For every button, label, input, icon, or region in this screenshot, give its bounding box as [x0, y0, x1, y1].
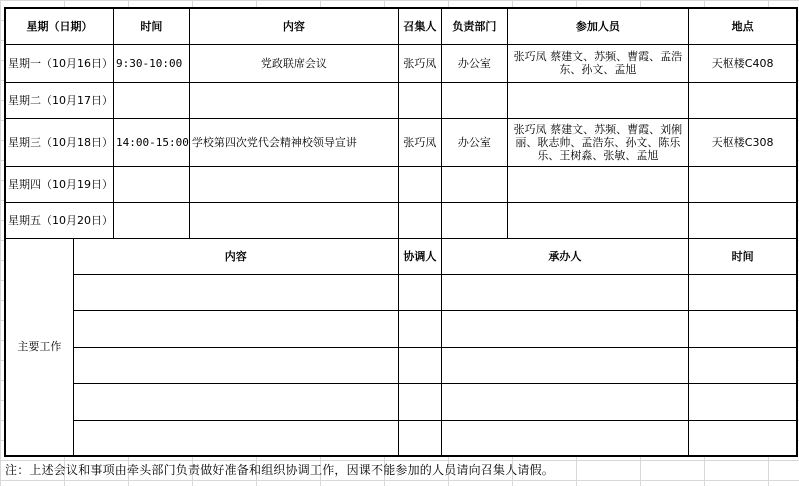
- main-work-row: [5, 310, 797, 347]
- main-work-handler-cell[interactable]: [441, 383, 688, 420]
- main-work-content-cell[interactable]: [73, 347, 398, 383]
- content-cell[interactable]: 学校第四次党代会精神校领导宣讲: [189, 118, 398, 166]
- main-work-content-cell[interactable]: [73, 310, 398, 347]
- footnote: 注：上述会议和事项由牵头部门负责做好准备和组织协调工作，因课不能参加的人员请向召集人请假。: [5, 463, 555, 477]
- weekly-schedule-table: [4, 7, 798, 457]
- main-work-time-cell[interactable]: [688, 347, 797, 383]
- main-work-header-row: [5, 238, 797, 274]
- header-dept: 负责部门: [441, 8, 507, 44]
- main-work-row: [5, 420, 797, 456]
- dept-cell[interactable]: 办公室: [441, 118, 507, 166]
- main-work-content-cell[interactable]: [73, 420, 398, 456]
- convener-cell[interactable]: [398, 202, 441, 238]
- header-time: 时间: [114, 8, 190, 44]
- schedule-row: [5, 82, 797, 118]
- main-work-handler-cell[interactable]: [441, 310, 688, 347]
- main-work-header-coordinator: 协调人: [398, 238, 441, 274]
- main-work-label: 主要工作: [5, 238, 73, 456]
- main-work-header-time: 时间: [688, 238, 797, 274]
- location-cell[interactable]: 天枢楼C408: [688, 44, 797, 82]
- dept-cell[interactable]: [441, 202, 507, 238]
- location-cell[interactable]: 天枢楼C308: [688, 118, 797, 166]
- header-content: 内容: [189, 8, 398, 44]
- time-cell[interactable]: 9:30-10:00: [114, 44, 190, 82]
- location-cell[interactable]: [688, 202, 797, 238]
- day-cell[interactable]: 星期三（10月18日）: [5, 118, 114, 166]
- content-cell[interactable]: [189, 82, 398, 118]
- day-cell[interactable]: 星期五（10月20日）: [5, 202, 114, 238]
- schedule-row: [5, 44, 797, 82]
- attendees-cell[interactable]: [507, 166, 688, 202]
- attendees-cell[interactable]: 张巧凤 蔡建文、苏频、曹霞、孟浩东、孙文、孟旭: [507, 44, 688, 82]
- attendees-cell[interactable]: 张巧凤 蔡建文、苏频、曹霞、刘俐丽、耿志帅、孟浩东、孙文、陈乐乐、王树淼、张敏、孟旭: [507, 118, 688, 166]
- day-cell[interactable]: 星期四（10月19日）: [5, 166, 114, 202]
- main-work-coordinator-cell[interactable]: [398, 310, 441, 347]
- main-work-handler-cell[interactable]: [441, 347, 688, 383]
- location-cell[interactable]: [688, 82, 797, 118]
- main-work-header-handler: 承办人: [441, 238, 688, 274]
- convener-cell[interactable]: [398, 166, 441, 202]
- main-work-row: [5, 347, 797, 383]
- attendees-cell[interactable]: [507, 82, 688, 118]
- main-work-row: [5, 274, 797, 310]
- dept-cell[interactable]: [441, 166, 507, 202]
- main-work-coordinator-cell[interactable]: [398, 420, 441, 456]
- main-work-time-cell[interactable]: [688, 383, 797, 420]
- time-cell[interactable]: [114, 82, 190, 118]
- header-day: 星期（日期）: [5, 8, 114, 44]
- main-work-coordinator-cell[interactable]: [398, 347, 441, 383]
- main-work-row: [5, 383, 797, 420]
- schedule-header-row: [5, 8, 797, 44]
- schedule-row: [5, 202, 797, 238]
- content-cell[interactable]: [189, 202, 398, 238]
- dept-cell[interactable]: [441, 82, 507, 118]
- main-work-handler-cell[interactable]: [441, 420, 688, 456]
- main-work-content-cell[interactable]: [73, 383, 398, 420]
- main-work-content-cell[interactable]: [73, 274, 398, 310]
- main-work-time-cell[interactable]: [688, 420, 797, 456]
- time-cell[interactable]: [114, 166, 190, 202]
- convener-cell[interactable]: 张巧凤: [398, 118, 441, 166]
- convener-cell[interactable]: 张巧凤: [398, 44, 441, 82]
- header-attendees: 参加人员: [507, 8, 688, 44]
- schedule-row: [5, 166, 797, 202]
- day-cell[interactable]: 星期一（10月16日）: [5, 44, 114, 82]
- time-cell[interactable]: [114, 202, 190, 238]
- main-work-coordinator-cell[interactable]: [398, 383, 441, 420]
- main-work-time-cell[interactable]: [688, 274, 797, 310]
- main-work-coordinator-cell[interactable]: [398, 274, 441, 310]
- time-cell[interactable]: 14:00-15:00: [114, 118, 190, 166]
- location-cell[interactable]: [688, 166, 797, 202]
- header-location: 地点: [688, 8, 797, 44]
- main-work-time-cell[interactable]: [688, 310, 797, 347]
- header-convener: 召集人: [398, 8, 441, 44]
- main-work-handler-cell[interactable]: [441, 274, 688, 310]
- attendees-cell[interactable]: [507, 202, 688, 238]
- content-cell[interactable]: 党政联席会议: [189, 44, 398, 82]
- main-work-header-content: 内容: [73, 238, 398, 274]
- day-cell[interactable]: 星期二（10月17日）: [5, 82, 114, 118]
- schedule-row: [5, 118, 797, 166]
- dept-cell[interactable]: 办公室: [441, 44, 507, 82]
- content-cell[interactable]: [189, 166, 398, 202]
- convener-cell[interactable]: [398, 82, 441, 118]
